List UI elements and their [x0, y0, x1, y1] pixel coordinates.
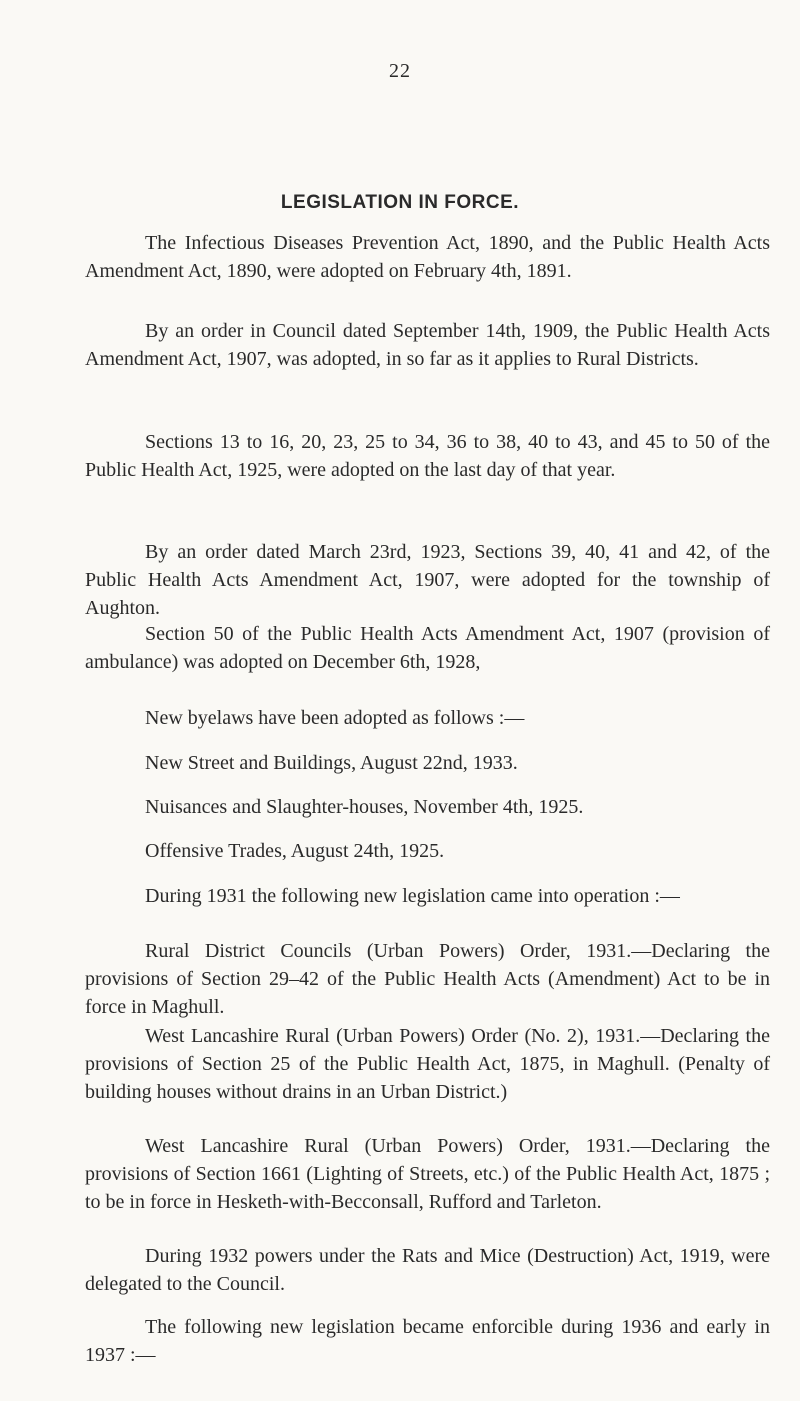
byelaw-new-street-buildings: New Street and Buildings, August 22nd, 1933.: [145, 752, 518, 774]
paragraph-sections-adopted-1925: Sections 13 to 16, 20, 23, 25 to 34, 36 to 38, 40 to 43, and 45 to 50 of the Public Health Act, 1925, were adopted on the last day of that year.: [85, 431, 770, 481]
byelaw-nuisances-slaughter-houses: Nuisances and Slaughter-houses, November 4th, 1925.: [145, 796, 584, 818]
section-heading: LEGISLATION IN FORCE.: [280, 192, 520, 213]
paragraph-west-lancashire-order-lighting: West Lancashire Rural (Urban Powers) Order, 1931.—Declaring the provisions of Section 1661 (Lighting of Streets, etc.) of the Public Health Act, 1875 ; to be in force in Hesketh-with-Becconsall, Rufford and Tarleton.: [85, 1135, 770, 1213]
paragraph-order-march-1923: By an order dated March 23rd, 1923, Sections 39, 40, 41 and 42, of the Public Health Acts Amendment Act, 1907, were adopted for the township of Aughton.: [85, 541, 770, 619]
paragraph-section-50-ambulance: Section 50 of the Public Health Acts Amendment Act, 1907 (provision of ambulance) was adopted on December 6th, 1928,: [85, 623, 770, 673]
paragraph-during-1931: During 1931 the following new legislation came into operation :—: [145, 885, 680, 907]
paragraph-rural-district-councils-order: Rural District Councils (Urban Powers) Order, 1931.—Declaring the provisions of Section 29–42 of the Public Health Acts (Amendment) Act to be in force in Maghull.: [85, 940, 770, 1018]
paragraph-new-byelaws: New byelaws have been adopted as follows :—: [145, 707, 525, 729]
paragraph-during-1932: During 1932 powers under the Rats and Mice (Destruction) Act, 1919, were delegated to the Council.: [85, 1245, 770, 1295]
page-number: 22: [389, 60, 411, 82]
byelaw-offensive-trades: Offensive Trades, August 24th, 1925.: [145, 840, 445, 862]
paragraph-infectious-diseases-act: The Infectious Diseases Prevention Act, 1890, and the Public Health Acts Amendment Act, 1890, were adopted on February 4th, 1891.: [85, 232, 770, 282]
paragraph-west-lancashire-order-no2: West Lancashire Rural (Urban Powers) Order (No. 2), 1931.—Declaring the provisions of Section 25 of the Public Health Act, 1875, in Maghull. (Penalty of building houses without drains in an Urban District.): [85, 1025, 770, 1103]
paragraph-following-new-legislation: The following new legislation became enforcible during 1936 and early in 1937 :—: [85, 1316, 770, 1366]
paragraph-order-in-council-1909: By an order in Council dated September 14th, 1909, the Public Health Acts Amendment Act, 1907, was adopted, in so far as it applies to Rural Districts.: [85, 320, 770, 370]
